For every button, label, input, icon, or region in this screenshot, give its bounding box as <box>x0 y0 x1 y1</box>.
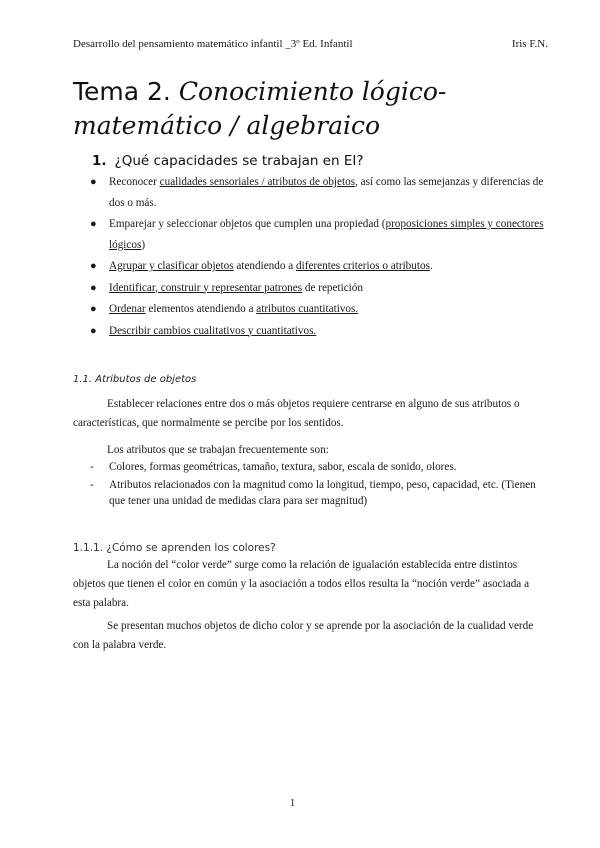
item-text: elementos atendiendo a <box>145 303 257 315</box>
question-heading <box>92 153 364 169</box>
paragraph: Se presentan muchos objetos de dicho color y se aprende por la asociación de la cualidad verde con la palabra verde. <box>73 620 534 651</box>
dash-icon: - <box>90 479 94 491</box>
question-text: ¿Qué capacidades se trabajan en EI? <box>114 153 364 169</box>
item-underlined: proposiciones simples y conectores lógicos <box>109 218 544 251</box>
question-number: 1. <box>92 153 107 169</box>
bullet-icon: ● <box>90 260 97 272</box>
bullet-icon: ● <box>90 218 97 230</box>
paragraph: Los atributos que se trabajan frecuentemente son: <box>107 444 329 456</box>
item-underlined: Ordenar <box>109 303 146 315</box>
document-title <box>73 75 533 143</box>
title-theme: Conocimiento lógico-matemático / algebraico <box>73 77 447 140</box>
list-item <box>90 214 545 255</box>
item-text: Colores, formas geométricas, tamaño, textura, sabor, escala de sonido, olores. <box>109 461 457 473</box>
list-item <box>90 321 545 342</box>
title-lead: Tema 2. <box>73 77 171 106</box>
item-text: , así como las semejanzas y diferencias de dos o más. <box>109 176 544 209</box>
section-heading-1-1: 1.1. Atributos de objetos <box>73 374 197 385</box>
item-underlined: diferentes criterios o atributos <box>296 260 430 272</box>
header-course: Desarrollo del pensamiento matemático infantil _3º Ed. Infantil <box>73 38 353 50</box>
item-underlined: Agrupar y clasificar objetos <box>109 260 234 272</box>
dash-icon: - <box>90 461 94 473</box>
item-text: . <box>429 260 433 272</box>
item-underlined: Identificar, construir y representar patrones <box>109 281 303 294</box>
capacities-list <box>90 172 545 342</box>
item-text: ) <box>141 238 146 251</box>
attributes-list <box>90 459 545 511</box>
list-item <box>90 459 545 475</box>
item-underlined: cualidades sensoriales / atributos de objetos <box>159 176 356 188</box>
section-heading-1-1-1: 1.1.1. ¿Cómo se aprenden los colores? <box>73 542 276 554</box>
page-number: 1 <box>289 797 296 809</box>
bullet-icon: ● <box>90 324 97 337</box>
item-underlined: atributos cuantitativos. <box>256 303 359 315</box>
bullet-icon: ● <box>90 303 97 315</box>
item-text: Reconocer <box>109 176 160 188</box>
list-item <box>90 278 545 299</box>
item-text: Emparejar y seleccionar objetos que cumplen una propiedad ( <box>109 218 386 230</box>
bullet-icon: ● <box>90 176 97 188</box>
item-underlined: Describir cambios cualitativos y cuantitativos. <box>109 324 317 337</box>
header-author: Iris F.N. <box>511 38 548 50</box>
list-item <box>90 172 545 213</box>
item-text: de repetición <box>302 281 363 294</box>
bullet-icon: ● <box>90 281 97 294</box>
paragraph: La noción del “color verde” surge como la relación de igualación establecida entre distintos objetos que tienen el color en común y la asociación a todos ellos resulta la “noción verde” asociada a esta palabra. <box>73 559 530 609</box>
item-text: atendiendo a <box>233 260 297 272</box>
list-item <box>90 299 545 320</box>
item-text: Atributos relacionados con la magnitud como la longitud, tiempo, peso, capacidad, etc. (Tienen que tener una unidad de medidas clara para ser magnitud) <box>109 479 536 507</box>
list-item <box>90 256 545 277</box>
paragraph: Establecer relaciones entre dos o más objetos requiere centrarse en alguno de sus atributos o características, que normalmente se percibe por los sentidos. <box>73 398 520 429</box>
list-item <box>90 477 545 509</box>
